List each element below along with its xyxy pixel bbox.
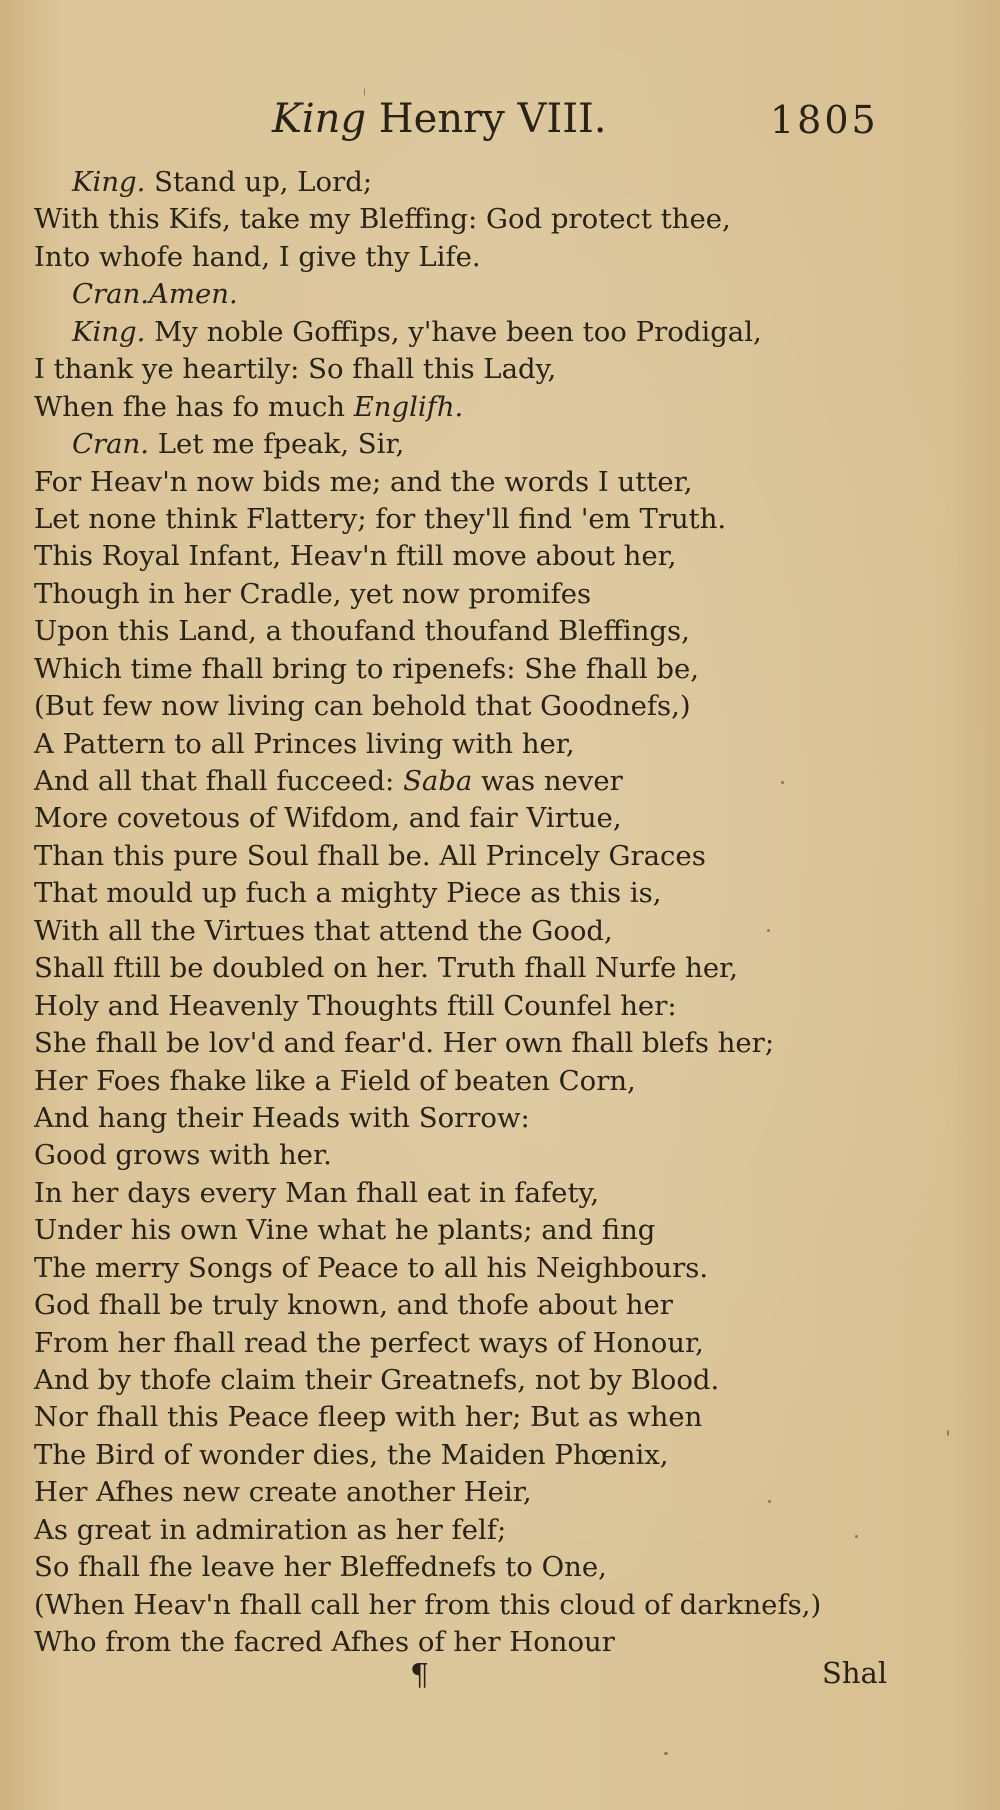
line-text: Shall ftill be doubled on her. Truth fhall Nurfe her, xyxy=(34,952,739,985)
verse-line xyxy=(34,1474,854,1511)
line-text: A Pattern to all Princes living with her, xyxy=(34,727,575,760)
line-text: This Royal Infant, Heav'n ftill move about her, xyxy=(34,540,677,573)
verse-line xyxy=(34,351,854,388)
verse-line xyxy=(34,613,854,650)
page-footer xyxy=(0,1656,1000,1706)
speaker-name: Cran. xyxy=(72,278,150,311)
line-text: Which time fhall bring to ripenefs: She fhall be, xyxy=(34,652,700,685)
verse-line xyxy=(34,276,854,313)
line-text: So fhall fhe leave her Bleffednefs to One, xyxy=(34,1551,607,1584)
verse-line xyxy=(34,1399,854,1436)
verse-line xyxy=(34,389,854,426)
italic-text: Englifh. xyxy=(353,390,464,423)
line-text: Into whofe hand, I give thy Life. xyxy=(34,240,481,273)
speaker-name: King. xyxy=(72,315,146,348)
verse-line xyxy=(34,538,854,575)
running-header xyxy=(0,96,1000,156)
verse-line xyxy=(34,164,854,201)
verse-line xyxy=(34,1362,854,1399)
line-text: Her Afhes new create another Heir, xyxy=(34,1476,532,1509)
verse-line xyxy=(34,1512,854,1549)
line-text: Let me fpeak, Sir, xyxy=(149,428,405,461)
verse-line xyxy=(34,651,854,688)
speaker-name: Cran. xyxy=(72,428,150,461)
line-text: Under his own Vine what he plants; and fing xyxy=(34,1214,656,1247)
verse-line xyxy=(34,913,854,950)
line-text: With all the Virtues that attend the Good, xyxy=(34,914,613,947)
verse-line xyxy=(34,838,854,875)
ink-speck xyxy=(767,929,770,932)
verse-line xyxy=(34,314,854,351)
line-text-tail: was never xyxy=(472,765,623,797)
line-text: That mould up fuch a mighty Piece as this is, xyxy=(34,877,662,910)
verse-line xyxy=(34,1025,854,1062)
line-text: As great in admiration as her felf; xyxy=(34,1513,507,1546)
verse-line xyxy=(34,688,854,725)
ink-speck xyxy=(855,1535,858,1538)
ink-speck xyxy=(664,1752,668,1755)
line-text: Who from the facred Afhes of her Honour xyxy=(34,1626,615,1659)
verse-line xyxy=(34,726,854,763)
line-text: With this Kifs, take my Bleffing: God protect thee, xyxy=(34,203,731,236)
line-text: Holy and Heavenly Thoughts ftill Counfel her: xyxy=(34,989,677,1022)
verse-line xyxy=(34,201,854,238)
verse-line xyxy=(34,576,854,613)
verse-line xyxy=(34,1437,854,1474)
line-text: From her fhall read the perfect ways of Honour, xyxy=(34,1326,704,1359)
line-text: Nor fhall this Peace fleep with her; But as when xyxy=(34,1401,703,1434)
verse-line xyxy=(34,1137,854,1174)
line-text: The merry Songs of Peace to all his Neighbours. xyxy=(34,1251,709,1284)
line-text: Her Foes fhake like a Field of beaten Corn, xyxy=(34,1064,636,1097)
ink-speck xyxy=(768,1500,771,1503)
line-text: God fhall be truly known, and thofe about her xyxy=(34,1289,673,1322)
verse-line xyxy=(34,1587,854,1624)
verse-line xyxy=(34,1250,854,1287)
line-text: More covetous of Wifdom, and fair Virtue, xyxy=(34,802,622,835)
running-title xyxy=(272,96,607,142)
line-text: And hang their Heads with Sorrow: xyxy=(34,1101,530,1134)
speaker-name: King. xyxy=(72,166,146,198)
line-text: And by thofe claim their Greatnefs, not by Blood. xyxy=(34,1364,720,1396)
line-text: Than this pure Soul fhall be. All Princely Graces xyxy=(34,839,706,872)
line-text: For Heav'n now bids me; and the words I utter, xyxy=(34,465,693,498)
line-text: Stand up, Lord; xyxy=(145,166,373,198)
line-text: My noble Goffips, y'have been too Prodigal, xyxy=(145,315,762,348)
verse-line xyxy=(34,1325,854,1362)
italic-text: Saba xyxy=(403,765,473,797)
verse-line xyxy=(34,239,854,276)
verse-line xyxy=(34,988,854,1025)
page-number: 1805 xyxy=(770,98,879,142)
verse-line xyxy=(34,464,854,501)
verse-line xyxy=(34,1287,854,1324)
line-text: The Bird of wonder dies, the Maiden Phœnix, xyxy=(34,1438,669,1471)
line-text: Let none think Flattery; for they'll find 'em Truth. xyxy=(34,502,727,535)
verse-line xyxy=(34,1212,854,1249)
running-title-rest: Henry VIII. xyxy=(366,96,607,142)
line-text: When fhe has fo much xyxy=(34,390,354,423)
ink-speck xyxy=(947,1430,949,1436)
verse-line xyxy=(34,501,854,538)
verse-text xyxy=(34,164,854,1662)
line-text: I thank ye heartily: So fhall this Lady, xyxy=(34,353,557,386)
line-text: And all that fhall fucceed: xyxy=(34,765,404,797)
catchword: Shal xyxy=(822,1656,888,1690)
line-text: (When Heav'n fhall call her from this cloud of darknefs,) xyxy=(34,1588,822,1621)
italic-text: Amen. xyxy=(149,278,238,311)
ink-speck xyxy=(364,88,365,96)
verse-line xyxy=(34,1175,854,1212)
verse-line xyxy=(34,875,854,912)
line-text: (But few now living can behold that Goodnefs,) xyxy=(34,690,691,723)
line-text: Good grows with her. xyxy=(34,1139,332,1172)
line-text: In her days every Man fhall eat in fafety, xyxy=(34,1176,600,1209)
signature-mark: ¶ xyxy=(410,1658,430,1693)
verse-line xyxy=(34,800,854,837)
ink-speck xyxy=(781,781,784,784)
line-text: Upon this Land, a thoufand thoufand Bleffings, xyxy=(34,615,690,648)
verse-line xyxy=(34,1100,854,1137)
line-text: Though in her Cradle, yet now promifes xyxy=(34,577,592,610)
running-title-italic: King xyxy=(272,96,367,142)
verse-line xyxy=(34,763,854,800)
verse-line xyxy=(34,1549,854,1586)
verse-line xyxy=(34,1063,854,1100)
line-text: She fhall be lov'd and fear'd. Her own fhall blefs her; xyxy=(34,1027,775,1060)
verse-line xyxy=(34,426,854,463)
verse-line xyxy=(34,950,854,987)
